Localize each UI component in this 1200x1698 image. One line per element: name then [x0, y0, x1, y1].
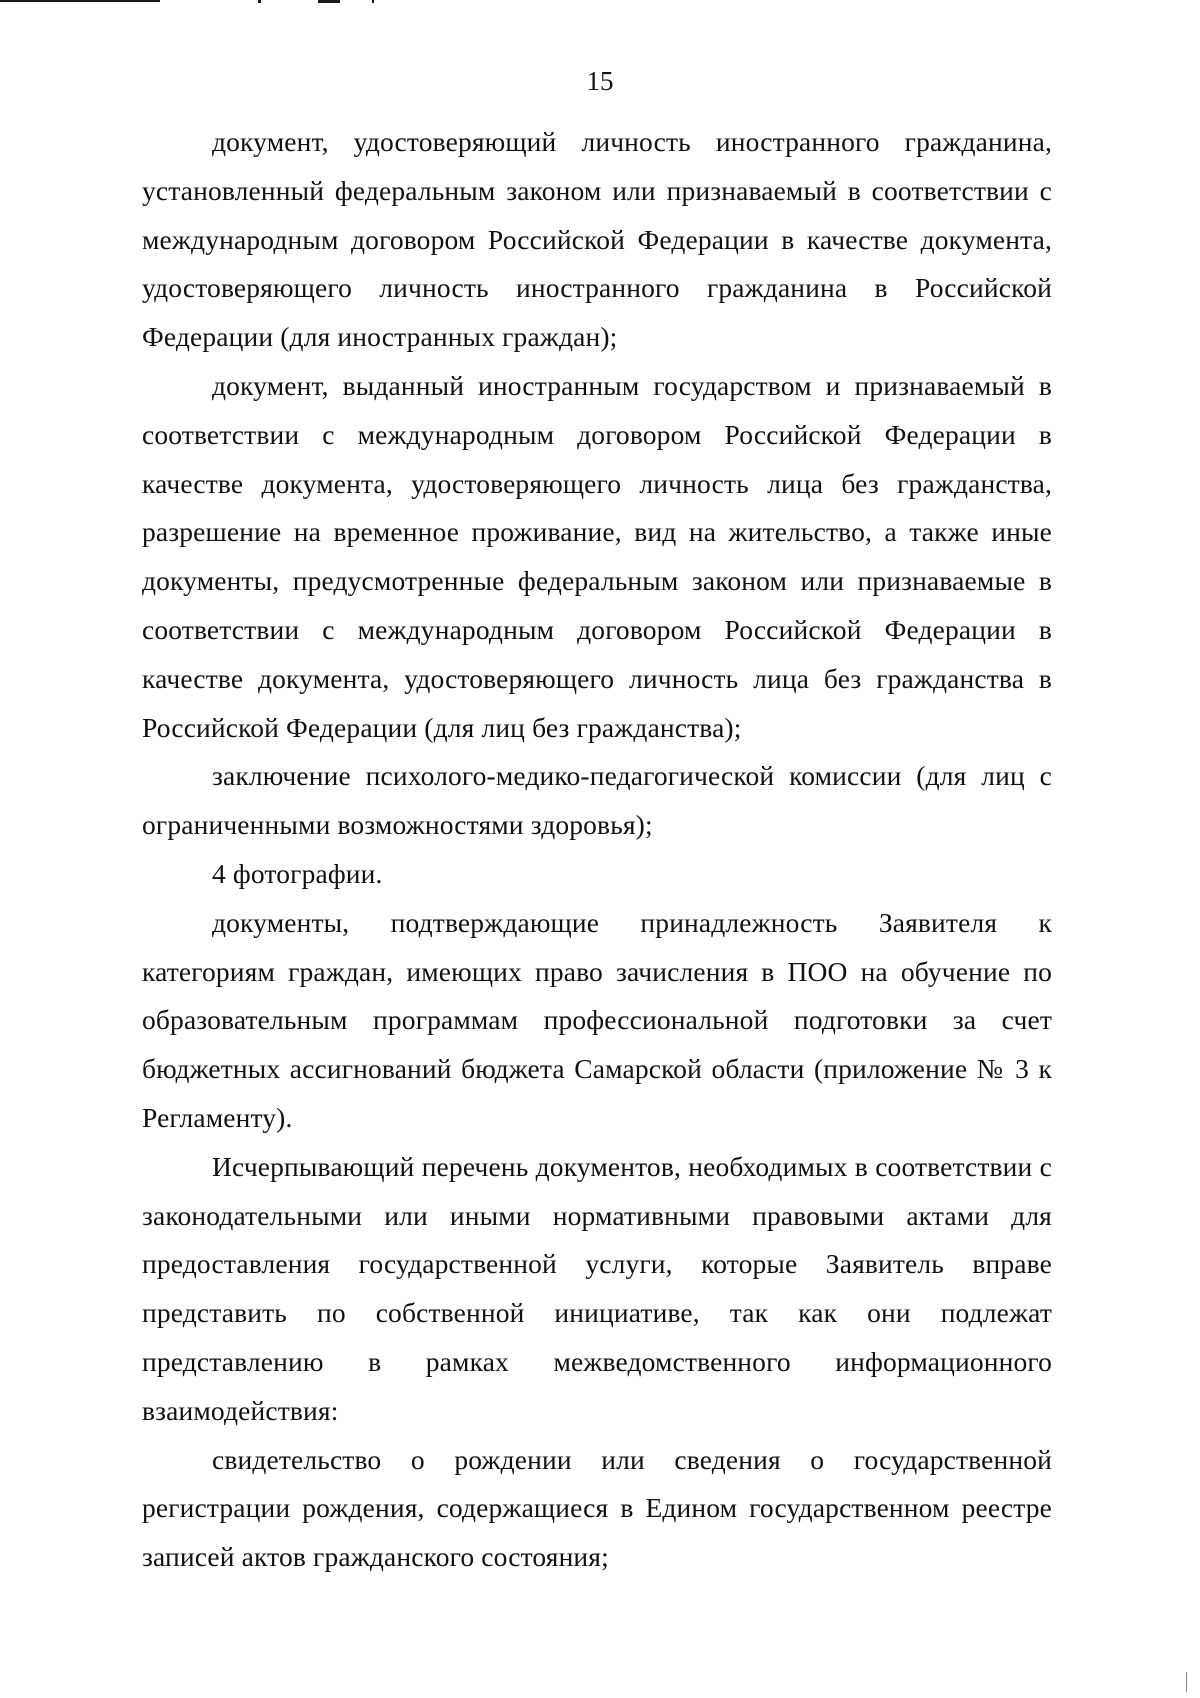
scan-edge-mark [318, 0, 340, 3]
scan-edge-mark [258, 0, 261, 3]
page-number: 15 [586, 66, 614, 96]
paragraph-pmpk-conclusion: заключение психолого-медико-педагогической комиссии (для лиц с ограниченными возможностями здоровья); [142, 760, 1052, 841]
paragraph-birth-certificate: свидетельство о рождении или сведения о государственной регистрации рождения, содержащиеся в Едином государственном реестре записей актов гражданского состояния; [142, 1443, 1052, 1573]
document-body [142, 118, 1052, 1582]
paragraph-photos: 4 фотографии. [212, 857, 383, 889]
paragraph-stateless-person-id: документ, выданный иностранным государством и признаваемый в соответствии с международным договором Российской Федерации в качестве документа, удостоверяющего личность лица без гражданства, разрешение на временное проживание, вид на жительство, а также иные документы, предусмотренные федеральным законом или признаваемые в соответствии с международным договором Российской Федерации в качестве документа, удостоверяющего личность лица без гражданства в Российской Федерации (для лиц без гражданства); [142, 369, 1052, 743]
scan-edge-mark [1186, 1672, 1187, 1692]
scan-edge-mark [372, 0, 374, 3]
scan-edge-mark [0, 0, 160, 2]
paragraph-exhaustive-list: Исчерпывающий перечень документов, необходимых в соответствии с законодательными или иными нормативными правовыми актами для предоставления государственной услуги, которые Заявитель вправе представить по собственной инициативе, так как они подлежат представлению в рамках межведомственного информационного взаимодействия: [142, 1150, 1052, 1426]
paragraph-foreign-citizen-id: документ, удостоверяющий личность иностранного гражданина, установленный федеральным законом или признаваемый в соответствии с международным договором Российской Федерации в качестве документа, удостоверяющего личность иностранного гражданина в Российской Федерации (для иностранных граждан); [142, 126, 1052, 353]
paragraph-category-documents: документы, подтверждающие принадлежность Заявителя к категориям граждан, имеющих право зачисления в ПОО на обучение по образовательным программам профессиональной подготовки за счет бюджетных ассигнований бюджета Самарской области (приложение № 3 к Регламенту). [142, 906, 1052, 1133]
